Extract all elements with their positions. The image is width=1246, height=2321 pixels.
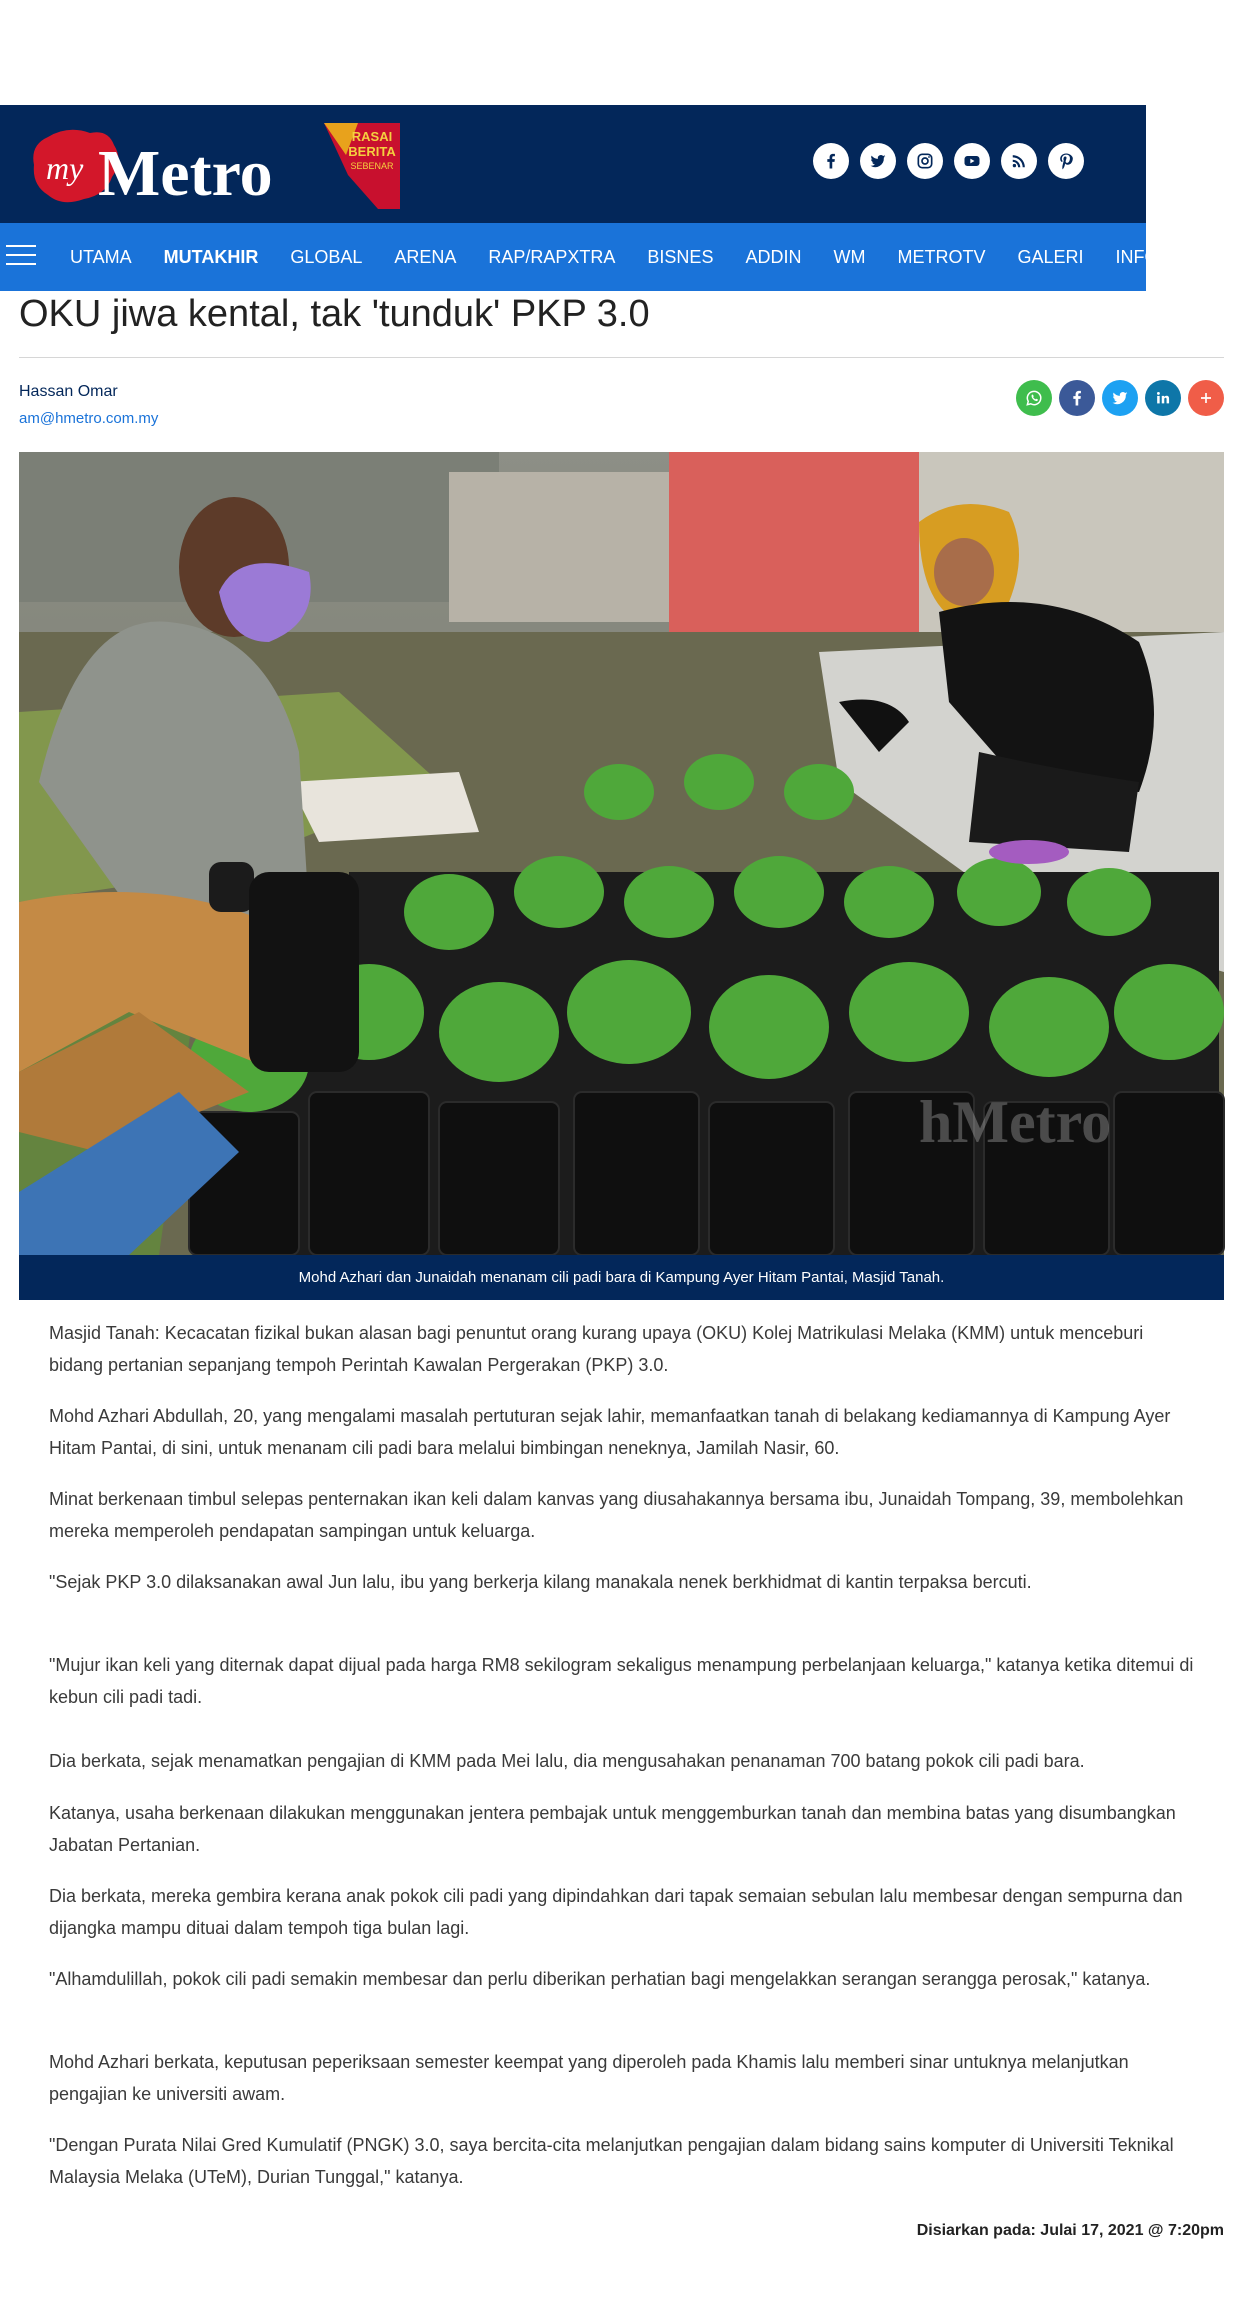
facebook-icon[interactable] [813,143,849,179]
paragraph-1: Masjid Tanah: Kecacatan fizikal bukan alasan bagi penuntut orang kurang upaya (OKU) Kolej Matrikulasi Melaka (KMM) untuk menceburi bidang pertanian sepanjang tempoh Perintah Kawalan Pergerakan (PKP) 3.0. [49,1323,1144,1375]
logo-tagline-2: BERITA [348,144,396,159]
nav-item-infografik[interactable]: INFOGRAFIK [1115,246,1226,267]
youtube-icon[interactable] [954,143,990,179]
nav-item-bisnes[interactable]: BISNES [647,246,714,267]
author-email[interactable]: am@hmetro.com.my [19,410,159,427]
plus-icon[interactable] [1188,380,1224,416]
nav-item-galeri[interactable]: GALERI [1017,246,1084,267]
share-buttons [1016,380,1224,416]
nav-items [54,223,1242,291]
mymetro-logo[interactable] [28,115,408,215]
article-title: OKU jiwa kental, tak 'tunduk' PKP 3.0 [19,293,650,335]
paragraph-7: Katanya, usaha berkenaan dilakukan menggunakan jentera pembajak untuk menggemburkan tanah dan membina batas yang disumbangkan Jabatan Pertanian. [49,1803,1176,1855]
twitter-icon[interactable] [860,143,896,179]
instagram-icon[interactable] [907,143,943,179]
paragraph-2: Mohd Azhari Abdullah, 20, yang mengalami masalah pertuturan sejak lahir, memanfaatkan tanah di belakang kediamannya di Kampung Ayer Hitam Pantai, di sini, untuk menanam cili padi bara melalui bimbingan neneknya, Jamilah Nasir, 60. [49,1406,1171,1458]
site-header [0,105,1146,223]
title-divider [19,357,1224,358]
nav-item-rap-rapxtra[interactable]: RAP/RAPXTRA [488,246,616,267]
social-links [813,143,1084,179]
paragraph-10: Mohd Azhari berkata, keputusan peperiksaan semester keempat yang diperoleh pada Khamis lalu memberi sinar untuknya melanjutkan pengajian ke universiti awam. [49,2052,1129,2104]
author-name[interactable]: Hassan Omar [19,383,118,400]
paragraph-5: "Mujur ikan keli yang diternak dapat dijual pada harga RM8 sekilogram sekaligus menampung perbelanjaan keluarga," katanya ketika ditemui di kebun cili padi tadi. [49,1655,1194,1707]
share-twitter-icon[interactable] [1102,380,1138,416]
paragraph-11: "Dengan Purata Nilai Gred Kumulatif (PNGK) 3.0, saya bercita-cita melanjutkan pengajian dalam bidang sains komputer di Universiti Teknikal Malaysia Melaka (UTeM), Durian Tunggal," katanya. [49,2135,1174,2187]
linkedin-icon[interactable] [1145,380,1181,416]
paragraph-6: Dia berkata, sejak menamatkan pengajian di KMM pada Mei lalu, dia mengusahakan penanaman 700 batang pokok cili padi bara. [49,1751,1085,1771]
article-photo [19,452,1224,1255]
main-nav [0,223,1226,291]
menu-icon[interactable] [6,245,36,269]
nav-item-addin[interactable]: ADDIN [745,246,802,267]
paragraph-4: "Sejak PKP 3.0 dilaksanakan awal Jun lalu, ibu yang berkerja kilang manakala nenek berkhidmat di kantin terpaksa bercuti. [49,1572,1032,1592]
published-date: Disiarkan pada: Julai 17, 2021 @ 7:20pm [916,2222,1224,2239]
logo-name: Metro [98,137,273,210]
nav-item-utama[interactable]: UTAMA [70,246,132,267]
logo-tagline-3: SEBENAR [350,161,394,171]
photo-watermark: hMetro [919,1089,1112,1155]
nav-item-global[interactable]: GLOBAL [290,246,363,267]
paragraph-8: Dia berkata, mereka gembira kerana anak pokok cili padi yang dipindahkan dari tapak semaian sebulan lalu membesar dengan sempurna dan dijangka mampu dituai dalam tempoh tiga bulan lagi. [49,1886,1183,1938]
logo-tagline-1: RASAI [351,129,393,144]
paragraph-3: Minat berkenaan timbul selepas penternakan ikan keli dalam kanvas yang diusahakannya bersama ibu, Junaidah Tompang, 39, membolehkan mereka memperoleh pendapatan sampingan untuk keluarga. [49,1489,1184,1541]
share-facebook-icon[interactable] [1059,380,1095,416]
paragraph-9: "Alhamdulillah, pokok cili padi semakin membesar dan perlu diberikan perhatian bagi mengelakkan serangan serangga perosak," katanya. [49,1969,1151,1989]
nav-item-arena[interactable]: ARENA [394,246,457,267]
nav-item-mutakhir[interactable]: MUTAKHIR [163,246,259,267]
photo-caption: Mohd Azhari dan Junaidah menanam cili padi bara di Kampung Ayer Hitam Pantai, Masjid Tanah. [19,1255,1224,1300]
whatsapp-icon[interactable] [1016,380,1052,416]
pinterest-icon[interactable] [1048,143,1084,179]
nav-item-wm[interactable]: WM [833,246,866,267]
rss-icon[interactable] [1001,143,1037,179]
logo-prefix: my [46,150,84,186]
nav-item-metrotv[interactable]: METROTV [897,246,986,267]
